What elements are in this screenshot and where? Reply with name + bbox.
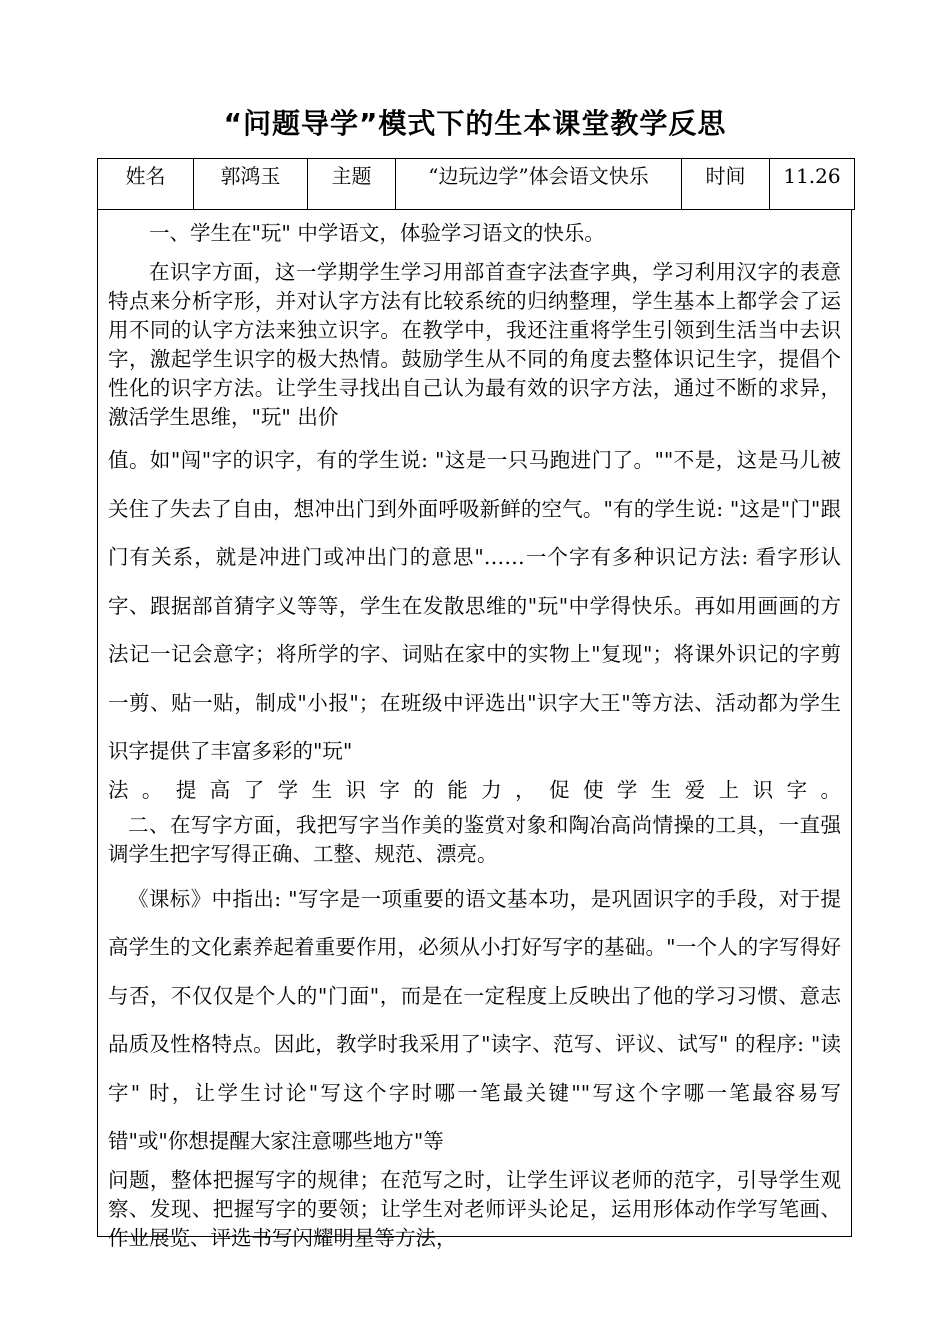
paragraph-2c: 法。提高了学生识字的能力，促使学生爱上识字。 <box>108 777 841 802</box>
topic-label: 主题 <box>308 159 396 210</box>
paragraph-4a: 《课标》中指出: "写字是一项重要的语文基本功，是巩固识字的手段，对于提高学生的文化素养起着重要作用，必须从小打好写字的基础。"一个人的字写得好与否，不仅仅是个人的"门面"，而是在一定程度上反映出了他的学习习惯、意志品质及性格特点。因此，教学时我采用了"读字、范写、评议、试写" 的程序: "读字" 时，让学生讨论"写这个字时哪一笔最关键""写这个字哪一笔最容易写错"或"你想提醒大家注意哪些地方"等 <box>108 886 841 1153</box>
name-label: 姓名 <box>98 159 194 210</box>
page-title: “问题导学”模式下的生本课堂教学反思 <box>223 107 727 140</box>
reflection-body <box>97 209 852 1250</box>
time-label: 时间 <box>682 159 770 210</box>
time-value: 11.26 <box>770 159 855 210</box>
paragraph-4b: 问题，整体把握写字的规律；在范写之时，让学生评议老师的范字，引导学生观察、发现、把握写字的要领；让学生对老师评头论足，运用形体动作学写笔画、作业展览、评选书写闪耀明星等方法， <box>108 1167 841 1250</box>
name-value: 郭鸿玉 <box>194 159 308 210</box>
paragraph-2a: 在识字方面，这一学期学生学习用部首查字法查字典，学习利用汉字的表意特点来分析字形，并对认字方法有比较系统的归纳整理，学生基本上都学会了运用不同的认字方法来独立识字。在教学中，我还注重将学生引领到生活当中去识字，激起学生识字的极大热情。鼓励学生从不同的角度去整体识记生字，提倡个性化的识字方法。让学生寻找出自己认为最有效的识字方法，通过不断的求异，激活学生思维，"玩" 出价 <box>108 260 841 429</box>
paragraph-1: 一、学生在"玩" 中学语文，体验学习语文的快乐。 <box>149 221 605 245</box>
paragraph-3: 二、在写字方面，我把写字当作美的鉴赏对象和陶冶高尚情操的工具，一直强调学生把字写得正确、工整、规范、漂亮。 <box>108 812 841 866</box>
info-table <box>97 158 855 210</box>
topic-value: “边玩边学”体会语文快乐 <box>396 159 682 210</box>
paragraph-2b: 值。如"闯"字的识字，有的学生说: "这是一只马跑进门了。""不是，这是马儿被关住了失去了自由，想冲出门到外面呼吸新鲜的空气。"有的学生说: "这是"门"跟门有关系，就是冲进门或冲出门的意思"……一个字有多种识记方法: 看字形认字、跟据部首猜字义等等，学生在发散思维的"玩"中学得快乐。再如用画画的方法记一记会意字；将所学的字、词贴在家中的实物上"复现"；将课外识记的字剪一剪、贴一贴，制成"小报"；在班级中评选出"识字大王"等方法、活动都为学生识字提供了丰富多彩的"玩" <box>108 448 841 763</box>
